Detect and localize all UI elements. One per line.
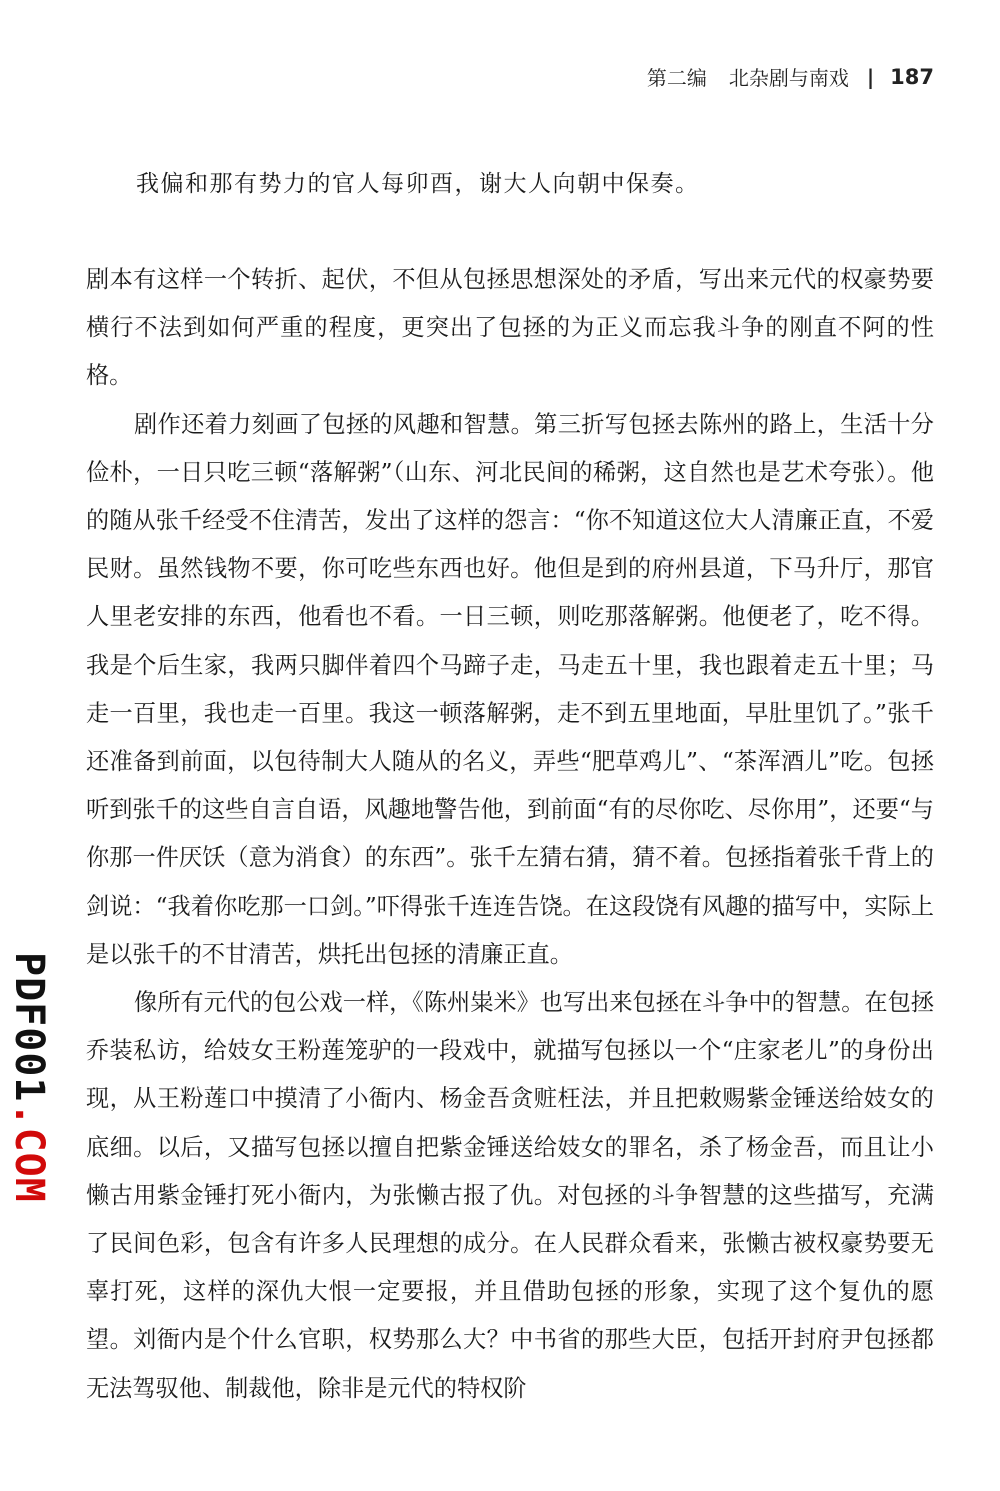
body-text [86,256,934,1413]
watermark-text-domain: .COM [6,1102,52,1203]
paragraph-1: 剧本有这样一个转折、起伏，不但从包拯思想深处的矛盾，写出来元代的权豪势要横行不法到如何严重的程度，更突出了包拯的为正义而忘我斗争的刚直不阿的性格。 [86,266,934,390]
paragraph-3: 像所有元代的包公戏一样，《陈州粜米》也写出来包拯在斗争中的智慧。在包拯乔装私访，给妓女王粉莲笼驴的一段戏中，就描写包拯以一个“庄家老儿”的身份出现，从王粉莲口中摸清了小衙内、杨金吾贪赃枉法，并且把敕赐紫金锤送给妓女的底细。以后，又描写包拯以擅自把紫金锤送给妓女的罪名，杀了杨金吾，而且让小懒古用紫金锤打死小衙内，为张懒古报了仇。对包拯的斗争智慧的这些描写，充满了民间色彩，包含有许多人民理想的成分。在人民群众看来，张懒古被权豪势要无辜打死，这样的深仇大恨一定要报，并且借助包拯的形象，实现了这个复仇的愿望。刘衙内是个什么官职，权势那么大？中书省的那些大臣，包括开封府尹包拯都无法驾驭他、制裁他，除非是元代的特权阶 [86,989,934,1402]
watermark-text [6,952,52,1203]
running-header-section: 第二编 [646,66,707,90]
quoted-verse: 我偏和那有势力的官人每卯酉，谢大人向朝中保奏。 [136,171,700,197]
paragraph-2: 剧作还着力刻画了包拯的风趣和智慧。第三折写包拯去陈州的路上，生活十分俭朴，一日只吃三顿“落解粥”（山东、河北民间的稀粥，这自然也是艺术夸张）。他的随从张千经受不住清苦，发出了这样的怨言：“你不知道这位大人清廉正直，不爱民财。虽然钱物不要，你可吃些东西也好。他但是到的府州县道，下马升厅，那官人里老安排的东西，他看也不看。一日三顿，则吃那落解粥。他便老了，吃不得。我是个后生家，我两只脚伴着四个马蹄子走，马走五十里，我也跟着走五十里；马走一百里，我也走一百里。我这一顿落解粥，走不到五里地面，早肚里饥了。”张千还准备到前面，以包待制大人随从的名义，弄些“肥草鸡儿”、“茶浑酒儿”吃。包拯听到张千的这些自言自语，风趣地警告他，到前面“有的尽你吃、尽你用”，还要“与你那一件厌饫（意为消食）的东西”。张千左猜右猜，猜不着。包拯指着张千背上的剑说：“我着你吃那一口剑。”吓得张千连连告饶。在这段饶有风趣的描写中，实际上是以张千的不甘清苦，烘托出包拯的清廉正直。 [86,410,934,968]
watermark-text-main: PDF001 [6,951,52,1103]
running-header-chapter: 北杂剧与南戏 [728,66,849,90]
watermark [4,952,54,1202]
running-header-separator: | [866,64,875,89]
running-header [647,62,934,91]
page-number: 187 [890,64,934,89]
